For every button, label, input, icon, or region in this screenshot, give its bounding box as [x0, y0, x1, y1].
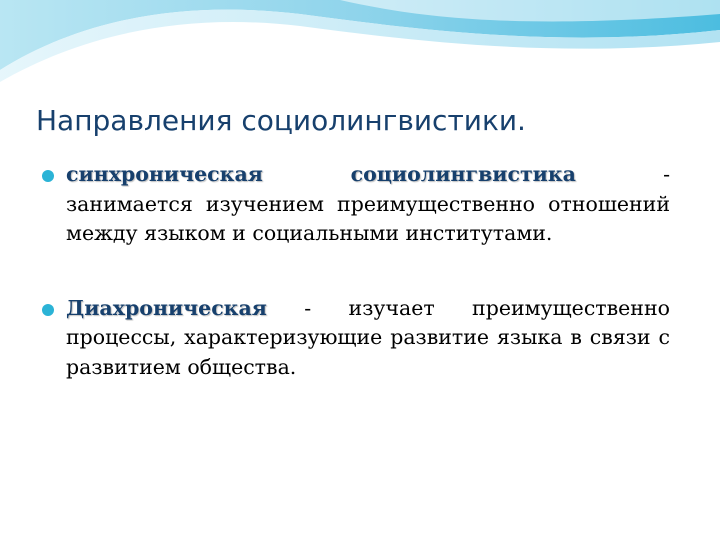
header-wave-decoration [0, 0, 720, 110]
bullet-first-line [66, 160, 670, 190]
bullet-text-synchronic: занимается изучением преимущественно отношений между языком и социальными институтами. [66, 191, 670, 245]
bullet-list [40, 160, 670, 382]
bullet-dot-icon [42, 304, 54, 316]
slide-title: Направления социолингвистики. [36, 104, 526, 137]
bullet-text-diachronic: изучает преимущественно процессы, характеризующие развитие языка в связи с развитием общества. [66, 295, 670, 379]
bullet-item-diachronic [40, 294, 670, 383]
term-separator: - [663, 162, 670, 186]
term-separator: - [304, 295, 312, 320]
bullet-dot-icon [42, 170, 54, 182]
term-synchronic: синхроническая социолингвистика [66, 162, 576, 186]
term-diachronic: Диахроническая [66, 295, 267, 320]
bullet-item-synchronic [40, 160, 670, 249]
